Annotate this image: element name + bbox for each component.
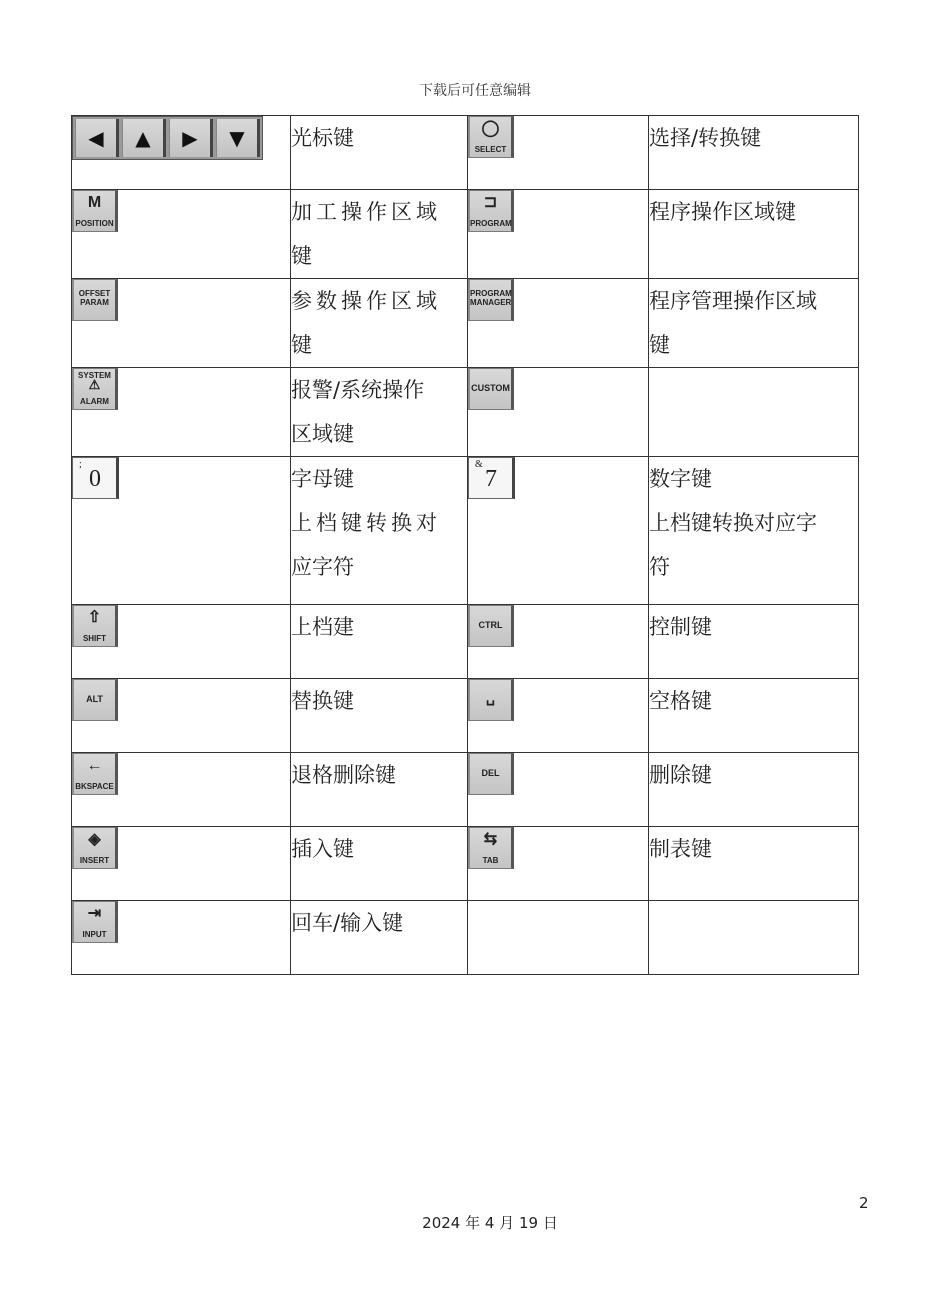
table-row	[72, 901, 859, 975]
page-number: 2	[859, 1194, 869, 1212]
insert-symbol-icon: ◈	[88, 831, 101, 848]
bkspace-label: BKSPACE	[75, 782, 114, 791]
key-description: 回车/输入键	[291, 911, 404, 935]
table-row	[72, 605, 859, 679]
footer-date: 2024 年 4 月 19 日	[422, 1214, 558, 1232]
input-key-icon	[72, 901, 118, 943]
key-description: 插入键	[291, 837, 354, 861]
table-row	[72, 679, 859, 753]
key-description: 应字符	[291, 555, 354, 579]
arrow-left-icon: ◀	[75, 119, 119, 157]
custom-key-icon	[468, 368, 514, 410]
key-description: 区域键	[291, 422, 354, 446]
key-description: 符	[649, 555, 670, 579]
shift-char: ;	[79, 459, 82, 470]
key-description: 选择/转换键	[649, 126, 762, 150]
ctrl-key-icon	[468, 605, 514, 647]
shift-arrow-icon: ⇧	[87, 609, 102, 626]
del-key-icon	[468, 753, 514, 795]
key-description: 字母键	[291, 467, 354, 491]
position-label: POSITION	[75, 219, 114, 228]
select-key-icon	[468, 116, 514, 158]
shift-label: SHIFT	[82, 634, 107, 643]
key-description-table	[71, 115, 859, 975]
table-row	[72, 827, 859, 901]
cursor-keys-icon	[72, 116, 263, 160]
number-key-icon	[468, 457, 515, 499]
position-key-icon	[72, 190, 118, 232]
main-char: 0	[89, 466, 101, 492]
table-row	[72, 457, 859, 605]
system-alarm-key-icon	[72, 368, 118, 410]
key-description: 键	[291, 244, 312, 268]
program-symbol: ⊐	[483, 194, 498, 211]
offset-label: OFFSET PARAM	[78, 289, 111, 307]
tab-arrows-icon: ⇆	[483, 831, 498, 848]
insert-label: INSERT	[79, 856, 110, 865]
key-description: 程序操作区域键	[649, 200, 796, 224]
alt-label: ALT	[86, 694, 103, 704]
key-description: 退格删除键	[291, 763, 396, 787]
alt-key-icon	[72, 679, 118, 721]
shift-key-icon	[72, 605, 118, 647]
select-label: SELECT	[474, 145, 507, 154]
ctrl-label: CTRL	[478, 620, 503, 630]
letter-key-icon	[72, 457, 119, 499]
key-description: 制表键	[649, 837, 712, 861]
tab-label: TAB	[482, 856, 499, 865]
program-label: PROGRAM	[470, 219, 512, 228]
page-header: 下载后可任意编辑	[419, 83, 531, 99]
position-symbol: M	[87, 194, 102, 211]
input-arrow-icon: ⇥	[87, 905, 102, 922]
table-row	[72, 753, 859, 827]
input-label: INPUT	[82, 930, 107, 939]
arrow-right-icon: ▶	[169, 119, 213, 157]
key-description: 控制键	[649, 615, 712, 639]
key-description: 加工操作区域	[291, 200, 441, 224]
offset-param-key-icon	[72, 279, 118, 321]
alarm-label: ALARM	[80, 397, 109, 406]
table-row	[72, 368, 859, 457]
key-description: 光标键	[291, 126, 354, 150]
key-description: 程序管理操作区域	[649, 289, 817, 313]
key-description: 报警/系统操作	[291, 378, 425, 402]
table-row	[72, 116, 859, 190]
key-description: 上档键转换对	[291, 511, 441, 535]
space-key-icon	[468, 679, 514, 721]
key-description: 参数操作区域	[291, 289, 441, 313]
arrow-down-icon: ▼	[216, 119, 260, 157]
key-description: 上档键转换对应字	[649, 511, 817, 535]
key-description: 替换键	[291, 689, 354, 713]
shift-char: &	[475, 459, 483, 470]
table-row	[72, 190, 859, 279]
custom-label: CUSTOM	[471, 383, 510, 393]
key-description: 空格键	[649, 689, 712, 713]
system-label: SYSTEM	[78, 371, 111, 380]
arrow-up-icon: ▲	[122, 119, 166, 157]
select-symbol: ◯	[481, 120, 500, 137]
tab-key-icon	[468, 827, 514, 869]
warning-icon: ⚠	[88, 377, 101, 392]
space-symbol-icon: ␣	[486, 689, 495, 705]
insert-key-icon	[72, 827, 118, 869]
program-key-icon	[468, 190, 514, 232]
backspace-key-icon	[72, 753, 118, 795]
key-description: 删除键	[649, 763, 712, 787]
left-arrow-icon: ←	[86, 757, 103, 774]
table-row	[72, 279, 859, 368]
del-label: DEL	[481, 768, 500, 778]
program-manager-key-icon	[468, 279, 514, 321]
key-description: 数字键	[649, 467, 712, 491]
progmgr-label: PROGRAM MANAGER	[470, 289, 512, 307]
key-description: 键	[291, 333, 312, 357]
main-char: 7	[485, 466, 497, 492]
key-description: 键	[649, 333, 670, 357]
key-description: 上档建	[291, 615, 354, 639]
